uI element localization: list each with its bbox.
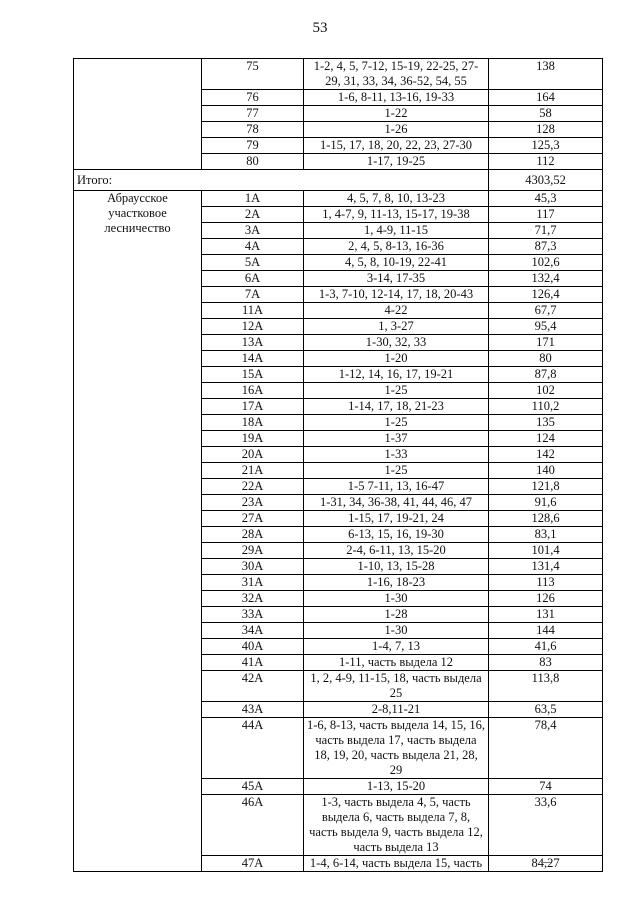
allotments: 1-6, 8-11, 13-16, 19-33: [304, 90, 489, 106]
area-value: 117: [489, 207, 603, 223]
area-value: 131,4: [489, 559, 603, 575]
area-value: 142: [489, 447, 603, 463]
allotments: 1-33: [304, 447, 489, 463]
allotments: 1-28: [304, 607, 489, 623]
allotments: 1-30: [304, 623, 489, 639]
area-value: 140: [489, 463, 603, 479]
page-number: 53: [312, 20, 328, 36]
allotments: 1, 2, 4-9, 11-15, 18, часть выдела 25: [304, 671, 489, 702]
area-value: 135: [489, 415, 603, 431]
allotments: 1, 3-27: [304, 319, 489, 335]
forestry-cell: [74, 59, 202, 170]
area-value: 41,6: [489, 639, 603, 655]
allotments: 1-15, 17, 19-21, 24: [304, 511, 489, 527]
area-value: 132,4: [489, 271, 603, 287]
allotments: 1-20: [304, 351, 489, 367]
area-value: 91,6: [489, 495, 603, 511]
area-value: 144: [489, 623, 603, 639]
quarter-number: 77: [202, 106, 304, 122]
area-value: 138: [489, 59, 603, 90]
area-value: 80: [489, 351, 603, 367]
allotments: 1-30, 32, 33: [304, 335, 489, 351]
quarter-number: 41А: [202, 655, 304, 671]
area-value: 113,8: [489, 671, 603, 702]
area-value: 164: [489, 90, 603, 106]
allotments: 1-11, часть выдела 12: [304, 655, 489, 671]
allotments: 1-37: [304, 431, 489, 447]
area-value: 110,2: [489, 399, 603, 415]
quarter-number: 18А: [202, 415, 304, 431]
area-value: 83: [489, 655, 603, 671]
area-value: 84,27: [489, 856, 603, 872]
allotments: 1-4, 7, 13: [304, 639, 489, 655]
allotments: 3-14, 17-35: [304, 271, 489, 287]
quarter-number: 19А: [202, 431, 304, 447]
area-value: 131: [489, 607, 603, 623]
quarter-number: 21А: [202, 463, 304, 479]
table-row: [74, 191, 603, 207]
area-value: 113: [489, 575, 603, 591]
quarter-number: 46А: [202, 795, 304, 856]
quarter-number: 20А: [202, 447, 304, 463]
area-value: 128: [489, 122, 603, 138]
quarter-number: 3А: [202, 223, 304, 239]
area-value: 112: [489, 154, 603, 170]
quarter-number: 28А: [202, 527, 304, 543]
area-value: 45,3: [489, 191, 603, 207]
quarter-number: 11А: [202, 303, 304, 319]
area-value: 58: [489, 106, 603, 122]
quarter-number: 30А: [202, 559, 304, 575]
allotments: 1-25: [304, 415, 489, 431]
allotments: 1-13, 15-20: [304, 779, 489, 795]
allotments: 6-13, 15, 16, 19-30: [304, 527, 489, 543]
quarter-number: 31А: [202, 575, 304, 591]
scan-mark: [541, 862, 551, 863]
area-value: 63,5: [489, 702, 603, 718]
allotments: 1, 4-9, 11-15: [304, 223, 489, 239]
quarter-number: 33А: [202, 607, 304, 623]
forest-quarters-table: [73, 58, 603, 872]
area-value: 78,4: [489, 718, 603, 779]
table-body: [74, 59, 603, 872]
allotments: 1-22: [304, 106, 489, 122]
quarter-number: 80: [202, 154, 304, 170]
area-value: 67,7: [489, 303, 603, 319]
quarter-number: 16А: [202, 383, 304, 399]
allotments: 1-3, часть выдела 4, 5, часть выдела 6, часть выдела 7, 8, часть выдела 9, часть выдела 12, часть выдела 13: [304, 795, 489, 856]
allotments: 1-25: [304, 383, 489, 399]
allotments: 4, 5, 8, 10-19, 22-41: [304, 255, 489, 271]
allotments: 1, 4-7, 9, 11-13, 15-17, 19-38: [304, 207, 489, 223]
quarter-number: 2А: [202, 207, 304, 223]
area-value: 171: [489, 335, 603, 351]
area-value: 126,4: [489, 287, 603, 303]
quarter-number: 34А: [202, 623, 304, 639]
area-value: 74: [489, 779, 603, 795]
area-value: 87,8: [489, 367, 603, 383]
quarter-number: 7А: [202, 287, 304, 303]
quarter-number: 12А: [202, 319, 304, 335]
allotments: 2, 4, 5, 8-13, 16-36: [304, 239, 489, 255]
allotments: 2-4, 6-11, 13, 15-20: [304, 543, 489, 559]
allotments: 1-16, 18-23: [304, 575, 489, 591]
quarter-number: 17А: [202, 399, 304, 415]
area-value: 33,6: [489, 795, 603, 856]
quarter-number: 15А: [202, 367, 304, 383]
area-value: 101,4: [489, 543, 603, 559]
area-value: 102: [489, 383, 603, 399]
total-row: [74, 170, 603, 191]
quarter-number: 4А: [202, 239, 304, 255]
allotments: 1-31, 34, 36-38, 41, 44, 46, 47: [304, 495, 489, 511]
quarter-number: 22А: [202, 479, 304, 495]
allotments: 4-22: [304, 303, 489, 319]
allotments: 1-15, 17, 18, 20, 22, 23, 27-30: [304, 138, 489, 154]
area-value: 124: [489, 431, 603, 447]
allotments: 1-14, 17, 18, 21-23: [304, 399, 489, 415]
quarter-number: 40А: [202, 639, 304, 655]
area-value: 87,3: [489, 239, 603, 255]
quarter-number: 23А: [202, 495, 304, 511]
area-value: 83,1: [489, 527, 603, 543]
quarter-number: 79: [202, 138, 304, 154]
quarter-number: 42А: [202, 671, 304, 702]
area-value: 95,4: [489, 319, 603, 335]
total-value: 4303,52: [489, 170, 603, 191]
table-row: [74, 59, 603, 90]
allotments: 1-4, 6-14, часть выдела 15, часть: [304, 856, 489, 872]
quarter-number: 29А: [202, 543, 304, 559]
forestry-name: Абраусское участковое лесничество: [74, 191, 202, 872]
area-value: 71,7: [489, 223, 603, 239]
quarter-number: 14А: [202, 351, 304, 367]
quarter-number: 6А: [202, 271, 304, 287]
quarter-number: 45А: [202, 779, 304, 795]
quarter-number: 32А: [202, 591, 304, 607]
quarter-number: 76: [202, 90, 304, 106]
allotments: 1-2, 4, 5, 7-12, 15-19, 22-25, 27-29, 31, 33, 34, 36-52, 54, 55: [304, 59, 489, 90]
allotments: 1-3, 7-10, 12-14, 17, 18, 20-43: [304, 287, 489, 303]
allotments: 1-30: [304, 591, 489, 607]
area-value: 102,6: [489, 255, 603, 271]
area-value: 125,3: [489, 138, 603, 154]
allotments: 1-6, 8-13, часть выдела 14, 15, 16, часть выдела 17, часть выдела 18, 19, 20, часть выдела 21, 28, 29: [304, 718, 489, 779]
quarter-number: 5А: [202, 255, 304, 271]
allotments: 1-25: [304, 463, 489, 479]
allotments: 1-10, 13, 15-28: [304, 559, 489, 575]
quarter-number: 43А: [202, 702, 304, 718]
quarter-number: 44А: [202, 718, 304, 779]
area-value: 121,8: [489, 479, 603, 495]
total-label: Итого:: [74, 170, 489, 191]
allotments: 1-12, 14, 16, 17, 19-21: [304, 367, 489, 383]
allotments: 2-8,11-21: [304, 702, 489, 718]
quarter-number: 75: [202, 59, 304, 90]
quarter-number: 47А: [202, 856, 304, 872]
quarter-number: 78: [202, 122, 304, 138]
allotments: 1-26: [304, 122, 489, 138]
area-value: 128,6: [489, 511, 603, 527]
quarter-number: 13А: [202, 335, 304, 351]
quarter-number: 1А: [202, 191, 304, 207]
area-value: 126: [489, 591, 603, 607]
allotments: 1-5 7-11, 13, 16-47: [304, 479, 489, 495]
allotments: 1-17, 19-25: [304, 154, 489, 170]
quarter-number: 27А: [202, 511, 304, 527]
allotments: 4, 5, 7, 8, 10, 13-23: [304, 191, 489, 207]
